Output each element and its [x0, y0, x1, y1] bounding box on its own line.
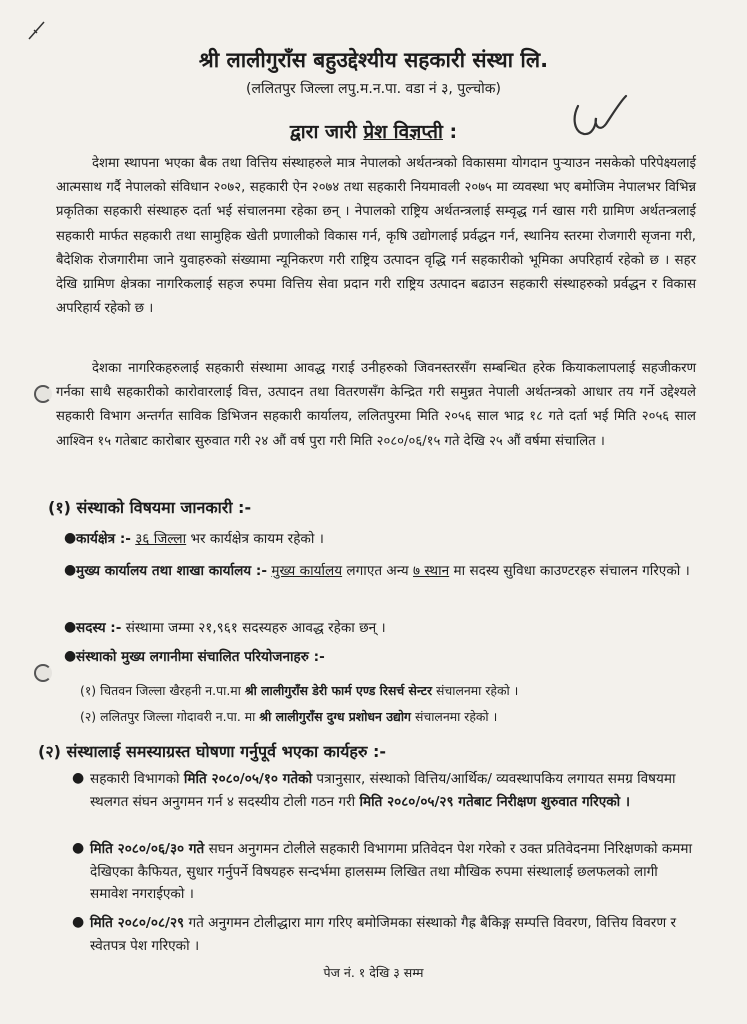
item-offices [76, 560, 696, 583]
bullet-icon: ● [64, 648, 77, 664]
punch-hole-upper [34, 385, 52, 403]
item-value: संस्थामा जम्मा २१,९६१ सदस्यहरु आवद्ध रहेका छन् । [121, 620, 386, 636]
item-label: कार्यक्षेत्र :- [76, 531, 131, 547]
activity-date: मिति २०८०/०६/३० गते [90, 841, 205, 857]
activity-text: सघन अनुगमन टोलीले सहकारी विभागमा प्रतिवेदन पेश गरेको र उक्त प्रतिवेदनमा निरिक्षणको कममा देखिएका कैफियत, सुधार गर्नुपर्ने विषयहरु सन्दर्भमा हालसम्म लिखित तथा मौखिक रुपमा संस्थालाई छलफलको लागी समावेश नगराईएको । [90, 841, 693, 902]
item-underlined-value: ७ स्थान [413, 563, 450, 579]
activity-date: मिति २०८०/०५/१० गतेको [183, 771, 313, 787]
bullet-icon: ● [64, 562, 77, 578]
bullet-icon: ● [72, 914, 85, 930]
bullet-icon: ● [72, 840, 85, 856]
press-heading-underlined: प्रेश विज्ञप्ती [363, 121, 443, 143]
organization-title: श्री लालीगुराँस बहुउद्देश्यीय सहकारी संस्था लि. [198, 48, 549, 72]
activity-date: मिति २०८०/०५/२९ गतेबाट निरीक्षण शुरुवात गरिएको । [359, 793, 631, 810]
pen-mark-top-left [26, 18, 48, 42]
bullet-icon: ● [64, 530, 77, 546]
project-2 [80, 708, 497, 725]
activity-3 [90, 912, 696, 957]
item-value: लगाएत अन्य [342, 563, 414, 579]
press-heading-suffix: : [442, 121, 458, 143]
project-text: संचालनमा रहेको । [411, 709, 498, 724]
page-range-note: पेज नं. १ देखि ३ सम्म [323, 965, 424, 980]
organization-address: (ललितपुर जिल्ला लपु.म.न.पा. वडा नं ३, पुल्चोक) [246, 81, 501, 97]
item-underlined-value: मुख्य कार्यालय [271, 563, 343, 579]
intro-paragraph-2: देशका नागरिकहरुलाई सहकारी संस्थामा आवद्ध गराई उनीहरुको जिवनस्तरसँग सम्बन्धित हरेक कियाकलापलाई सहजीकरण गर्नका साथै सहकारीको कारोवारलाई वित्त, उत्पादन तथा वितरणसँग केन्द्रित गरी समुन्नत नेपाली अर्थतन्त्रको आधार तय गर्ने उद्देश्यले सहकारी विभाग अन्तर्गत साविक डिभिजन सहकारी कार्यालय, ललितपुरमा मिति २०५६ साल भाद्र १८ गते दर्ता भई मिति २०५६ साल आश्विन १५ गतेबाट कारोबार सुरुवात गरी २४ औं वर्ष पुरा गरी मिति २०८०/०६/१५ गते देखि २५ औं वर्षमा संचालित । [56, 361, 696, 449]
activity-text: गते अनुगमन टोलीद्धारा माग गरिए बमोजिमका संस्थाको गैह्र बैकिङ्ग सम्पत्ति विवरण, वित्तिय विवरण र स्वेतपत्र पेश गरिएको । [90, 915, 677, 954]
item-underlined-value: ३६ जिल्ला [135, 531, 187, 547]
section-2-heading: (२) संस्थालाई समस्याग्रस्त घोषणा गर्नुपूर्व भएका कार्यहरु :- [38, 742, 387, 761]
project-name: श्री लालीगुराँस दुग्ध प्रशोधन उद्योग [259, 709, 412, 724]
item-label: सदस्य :- [76, 620, 122, 636]
item-working-area [76, 528, 696, 551]
intro-paragraph-1: देशमा स्थापना भएका बैक तथा वित्तिय संस्थाहरुले मात्र नेपालको अर्थतन्त्रको विकासमा योगदान पुऱ्याउन नसकेको परिपेक्ष्यलाई आत्मसाथ गर्दै नेपालको संविधान २०७२, सहकारी ऐन २०७४ तथा सहकारी नियमावली २०७५ मा व्यवस्था भए बमोजिम नेपालभर विभिन्न प्रकृतिका सहकारी संस्थाहरु दर्ता भई संचालनमा रहेका छन् । नेपालको राष्ट्रिय अर्थतन्त्रलाई सम्वृद्ध गर्न खास गरी ग्रामिण अर्थतन्त्रलाई सहकारी मार्फत सहकारी तथा सामुहिक खेती प्रणालीको विकास गर्न, कृषि उद्योगलाई प्रर्वद्धन गर्न, स्थानिय स्तरमा रोजगारी सृजना गरी, बैदेशिक रोजगारीमा जाने युवाहरुको संख्यामा न्यूनिकरण गरी राष्ट्रिय उत्पादन वृद्धि गर्न सहकारीको भूमिका अपरिहार्य रहेको छ । सहर देखि ग्रामिण क्षेत्रका नागरिकलाई सहज रुपमा वित्तिय सेवा प्रदान गरी राष्ट्रिय उत्पादन बढाउन सहकारी संस्थाहरुको प्रर्वद्धन र विकास अपरिहार्य रहेको छ । [56, 156, 696, 317]
activity-text: पत्रानुसार, संस्थाको वित्तिय/आर्थिक/ व्यवस्थापकिय लगायत समग्र विषयमा स्थलगत संघन अनुगमन गर्न ४ सदस्यीय टोली गठन गरी [90, 771, 676, 810]
project-name: श्री लालीगुराँस डेरी फार्म एण्ड रिसर्च सेन्टर [244, 683, 433, 698]
bullet-icon: ● [64, 619, 77, 635]
activity-text: सहकारी विभागको [90, 771, 184, 787]
item-value: भर कार्यक्षेत्र कायम रहेको । [186, 531, 324, 547]
project-text: ललितपुर जिल्ला गोदावरी न.पा. मा [96, 709, 260, 724]
project-number: (१) [80, 683, 97, 698]
item-projects [76, 646, 696, 669]
project-text: चितवन जिल्ला खैरहनी न.पा.मा [96, 683, 245, 698]
project-1 [80, 682, 518, 699]
bullet-icon: ● [72, 770, 85, 786]
item-label: संस्थाको मुख्य लगानीमा संचालित परियोजनाहरु :- [76, 649, 325, 665]
press-release-heading [0, 118, 747, 144]
project-number: (२) [80, 709, 97, 724]
punch-hole-lower [34, 664, 52, 682]
project-text: संचालनमा रहेको । [432, 683, 519, 698]
item-label: मुख्य कार्यालय तथा शाखा कार्यालय :- [76, 563, 268, 579]
item-members [76, 617, 696, 640]
activity-date: मिति २०८०/०८/२९ [90, 915, 185, 931]
press-heading-prefix: द्वारा जारी [289, 121, 364, 143]
item-value: मा सदस्य सुविधा काउण्टरहरु संचालन गरिएको । [449, 563, 690, 579]
section-1-heading: (१) संस्थाको विषयमा जानकारी :- [48, 498, 252, 517]
activity-1 [90, 768, 696, 813]
activity-2 [90, 838, 696, 906]
